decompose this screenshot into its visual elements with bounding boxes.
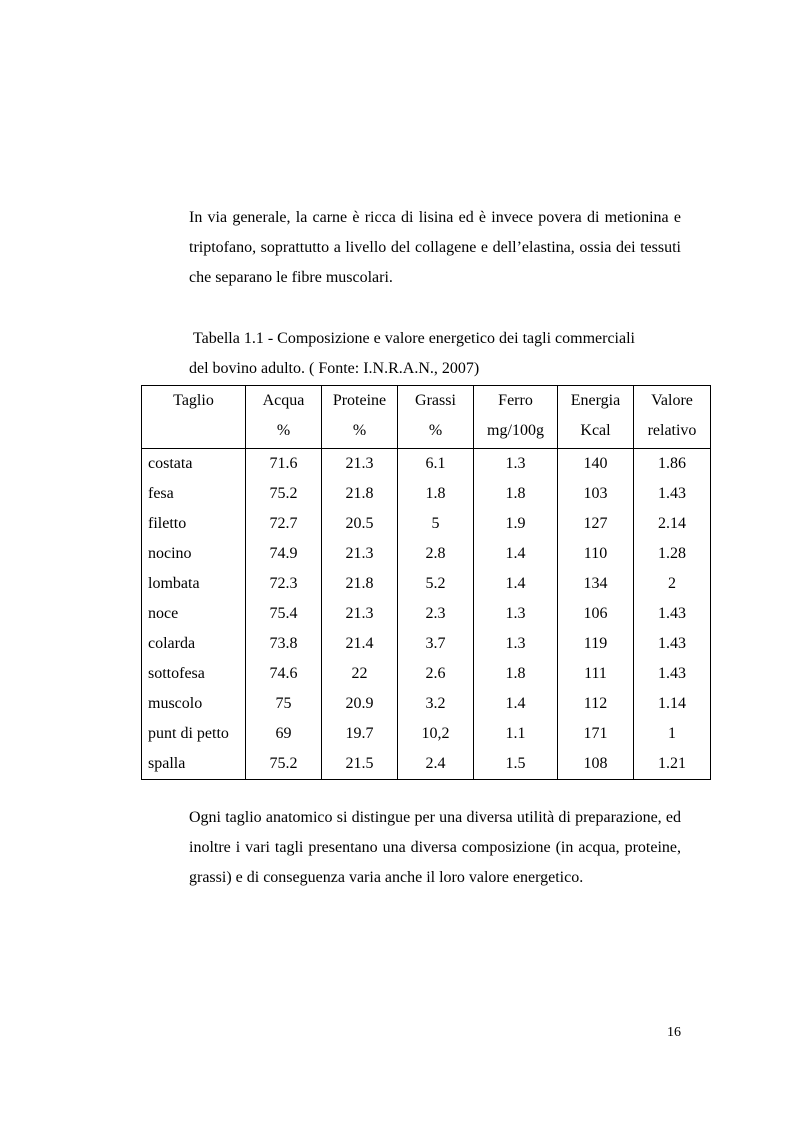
cell-valore: 1.86 xyxy=(634,449,711,480)
cell-proteine: 20.9 xyxy=(322,689,398,719)
cell-ferro: 1.5 xyxy=(474,749,558,780)
cell-valore: 1.43 xyxy=(634,659,711,689)
table-header-row xyxy=(142,386,711,449)
table-row xyxy=(142,539,711,569)
cell-energia: 119 xyxy=(558,629,634,659)
cell-grassi: 5.2 xyxy=(398,569,474,599)
cell-valore: 1.14 xyxy=(634,689,711,719)
table-row xyxy=(142,659,711,689)
cell-valore: 1.43 xyxy=(634,629,711,659)
cell-grassi: 3.2 xyxy=(398,689,474,719)
cell-proteine: 21.5 xyxy=(322,749,398,780)
cell-proteine: 21.8 xyxy=(322,569,398,599)
cell-taglio: sottofesa xyxy=(142,659,246,689)
cell-taglio: colarda xyxy=(142,629,246,659)
header-ferro: Ferro mg/100g xyxy=(474,386,558,449)
cell-proteine: 20.5 xyxy=(322,509,398,539)
intro-paragraph: In via generale, la carne è ricca di lisina ed è invece povera di metionina e triptofano, soprattutto a livello del collagene e dell’elastina, ossia dei tessuti che separano le fibre muscolari. xyxy=(189,209,681,286)
header-taglio: Taglio xyxy=(142,386,246,449)
cell-acqua: 75.2 xyxy=(246,479,322,509)
cell-grassi: 1.8 xyxy=(398,479,474,509)
cell-ferro: 1.8 xyxy=(474,479,558,509)
cell-acqua: 69 xyxy=(246,719,322,749)
cell-acqua: 74.9 xyxy=(246,539,322,569)
cell-energia: 111 xyxy=(558,659,634,689)
cell-acqua: 74.6 xyxy=(246,659,322,689)
cell-energia: 103 xyxy=(558,479,634,509)
cell-valore: 1.28 xyxy=(634,539,711,569)
header-acqua: Acqua % xyxy=(246,386,322,449)
cell-proteine: 22 xyxy=(322,659,398,689)
table-row xyxy=(142,509,711,539)
composition-table xyxy=(141,385,711,780)
table-row xyxy=(142,479,711,509)
cell-ferro: 1.1 xyxy=(474,719,558,749)
cell-grassi: 10,2 xyxy=(398,719,474,749)
cell-taglio: filetto xyxy=(142,509,246,539)
table-row xyxy=(142,689,711,719)
cell-energia: 112 xyxy=(558,689,634,719)
cell-valore: 1.43 xyxy=(634,599,711,629)
cell-acqua: 72.3 xyxy=(246,569,322,599)
header-grassi: Grassi % xyxy=(398,386,474,449)
cell-valore: 1.43 xyxy=(634,479,711,509)
cell-energia: 140 xyxy=(558,449,634,480)
cell-taglio: nocino xyxy=(142,539,246,569)
table-caption-line-2: del bovino adulto. ( Fonte: I.N.R.A.N., 2007) xyxy=(189,360,480,377)
cell-ferro: 1.4 xyxy=(474,689,558,719)
cell-valore: 1.21 xyxy=(634,749,711,780)
cell-proteine: 21.3 xyxy=(322,449,398,480)
cell-acqua: 75.2 xyxy=(246,749,322,780)
header-energia: Energia Kcal xyxy=(558,386,634,449)
table-row xyxy=(142,449,711,480)
table-row xyxy=(142,599,711,629)
cell-taglio: fesa xyxy=(142,479,246,509)
cell-acqua: 75.4 xyxy=(246,599,322,629)
table-row xyxy=(142,629,711,659)
cell-grassi: 2.6 xyxy=(398,659,474,689)
cell-ferro: 1.4 xyxy=(474,569,558,599)
cell-grassi: 6.1 xyxy=(398,449,474,480)
cell-acqua: 75 xyxy=(246,689,322,719)
cell-energia: 134 xyxy=(558,569,634,599)
cell-acqua: 73.8 xyxy=(246,629,322,659)
page-number: 16 xyxy=(667,1025,681,1040)
cell-ferro: 1.3 xyxy=(474,449,558,480)
cell-energia: 171 xyxy=(558,719,634,749)
cell-acqua: 71.6 xyxy=(246,449,322,480)
cell-energia: 108 xyxy=(558,749,634,780)
cell-valore: 2.14 xyxy=(634,509,711,539)
cell-grassi: 2.3 xyxy=(398,599,474,629)
cell-ferro: 1.3 xyxy=(474,629,558,659)
cell-taglio: spalla xyxy=(142,749,246,780)
cell-energia: 106 xyxy=(558,599,634,629)
cell-proteine: 19.7 xyxy=(322,719,398,749)
cell-valore: 2 xyxy=(634,569,711,599)
cell-acqua: 72.7 xyxy=(246,509,322,539)
cell-taglio: punt di petto xyxy=(142,719,246,749)
cell-grassi: 2.4 xyxy=(398,749,474,780)
cell-grassi: 2.8 xyxy=(398,539,474,569)
table-row xyxy=(142,569,711,599)
cell-grassi: 5 xyxy=(398,509,474,539)
cell-taglio: lombata xyxy=(142,569,246,599)
cell-grassi: 3.7 xyxy=(398,629,474,659)
cell-ferro: 1.4 xyxy=(474,539,558,569)
cell-proteine: 21.3 xyxy=(322,539,398,569)
cell-ferro: 1.3 xyxy=(474,599,558,629)
cell-taglio: noce xyxy=(142,599,246,629)
table-row xyxy=(142,719,711,749)
cell-ferro: 1.8 xyxy=(474,659,558,689)
cell-taglio: muscolo xyxy=(142,689,246,719)
cell-proteine: 21.8 xyxy=(322,479,398,509)
cell-taglio: costata xyxy=(142,449,246,480)
table-caption-line-1: Tabella 1.1 - Composizione e valore energetico dei tagli commerciali xyxy=(193,330,635,347)
cell-proteine: 21.3 xyxy=(322,599,398,629)
cell-proteine: 21.4 xyxy=(322,629,398,659)
table-row xyxy=(142,749,711,780)
header-proteine: Proteine % xyxy=(322,386,398,449)
outro-paragraph: Ogni taglio anatomico si distingue per una diversa utilità di preparazione, ed inoltre i vari tagli presentano una diversa composizione (in acqua, proteine, grassi) e di conseguenza varia anche il loro valore energetico. xyxy=(189,809,681,886)
header-valore: Valore relativo xyxy=(634,386,711,449)
cell-ferro: 1.9 xyxy=(474,509,558,539)
cell-energia: 110 xyxy=(558,539,634,569)
cell-energia: 127 xyxy=(558,509,634,539)
cell-valore: 1 xyxy=(634,719,711,749)
